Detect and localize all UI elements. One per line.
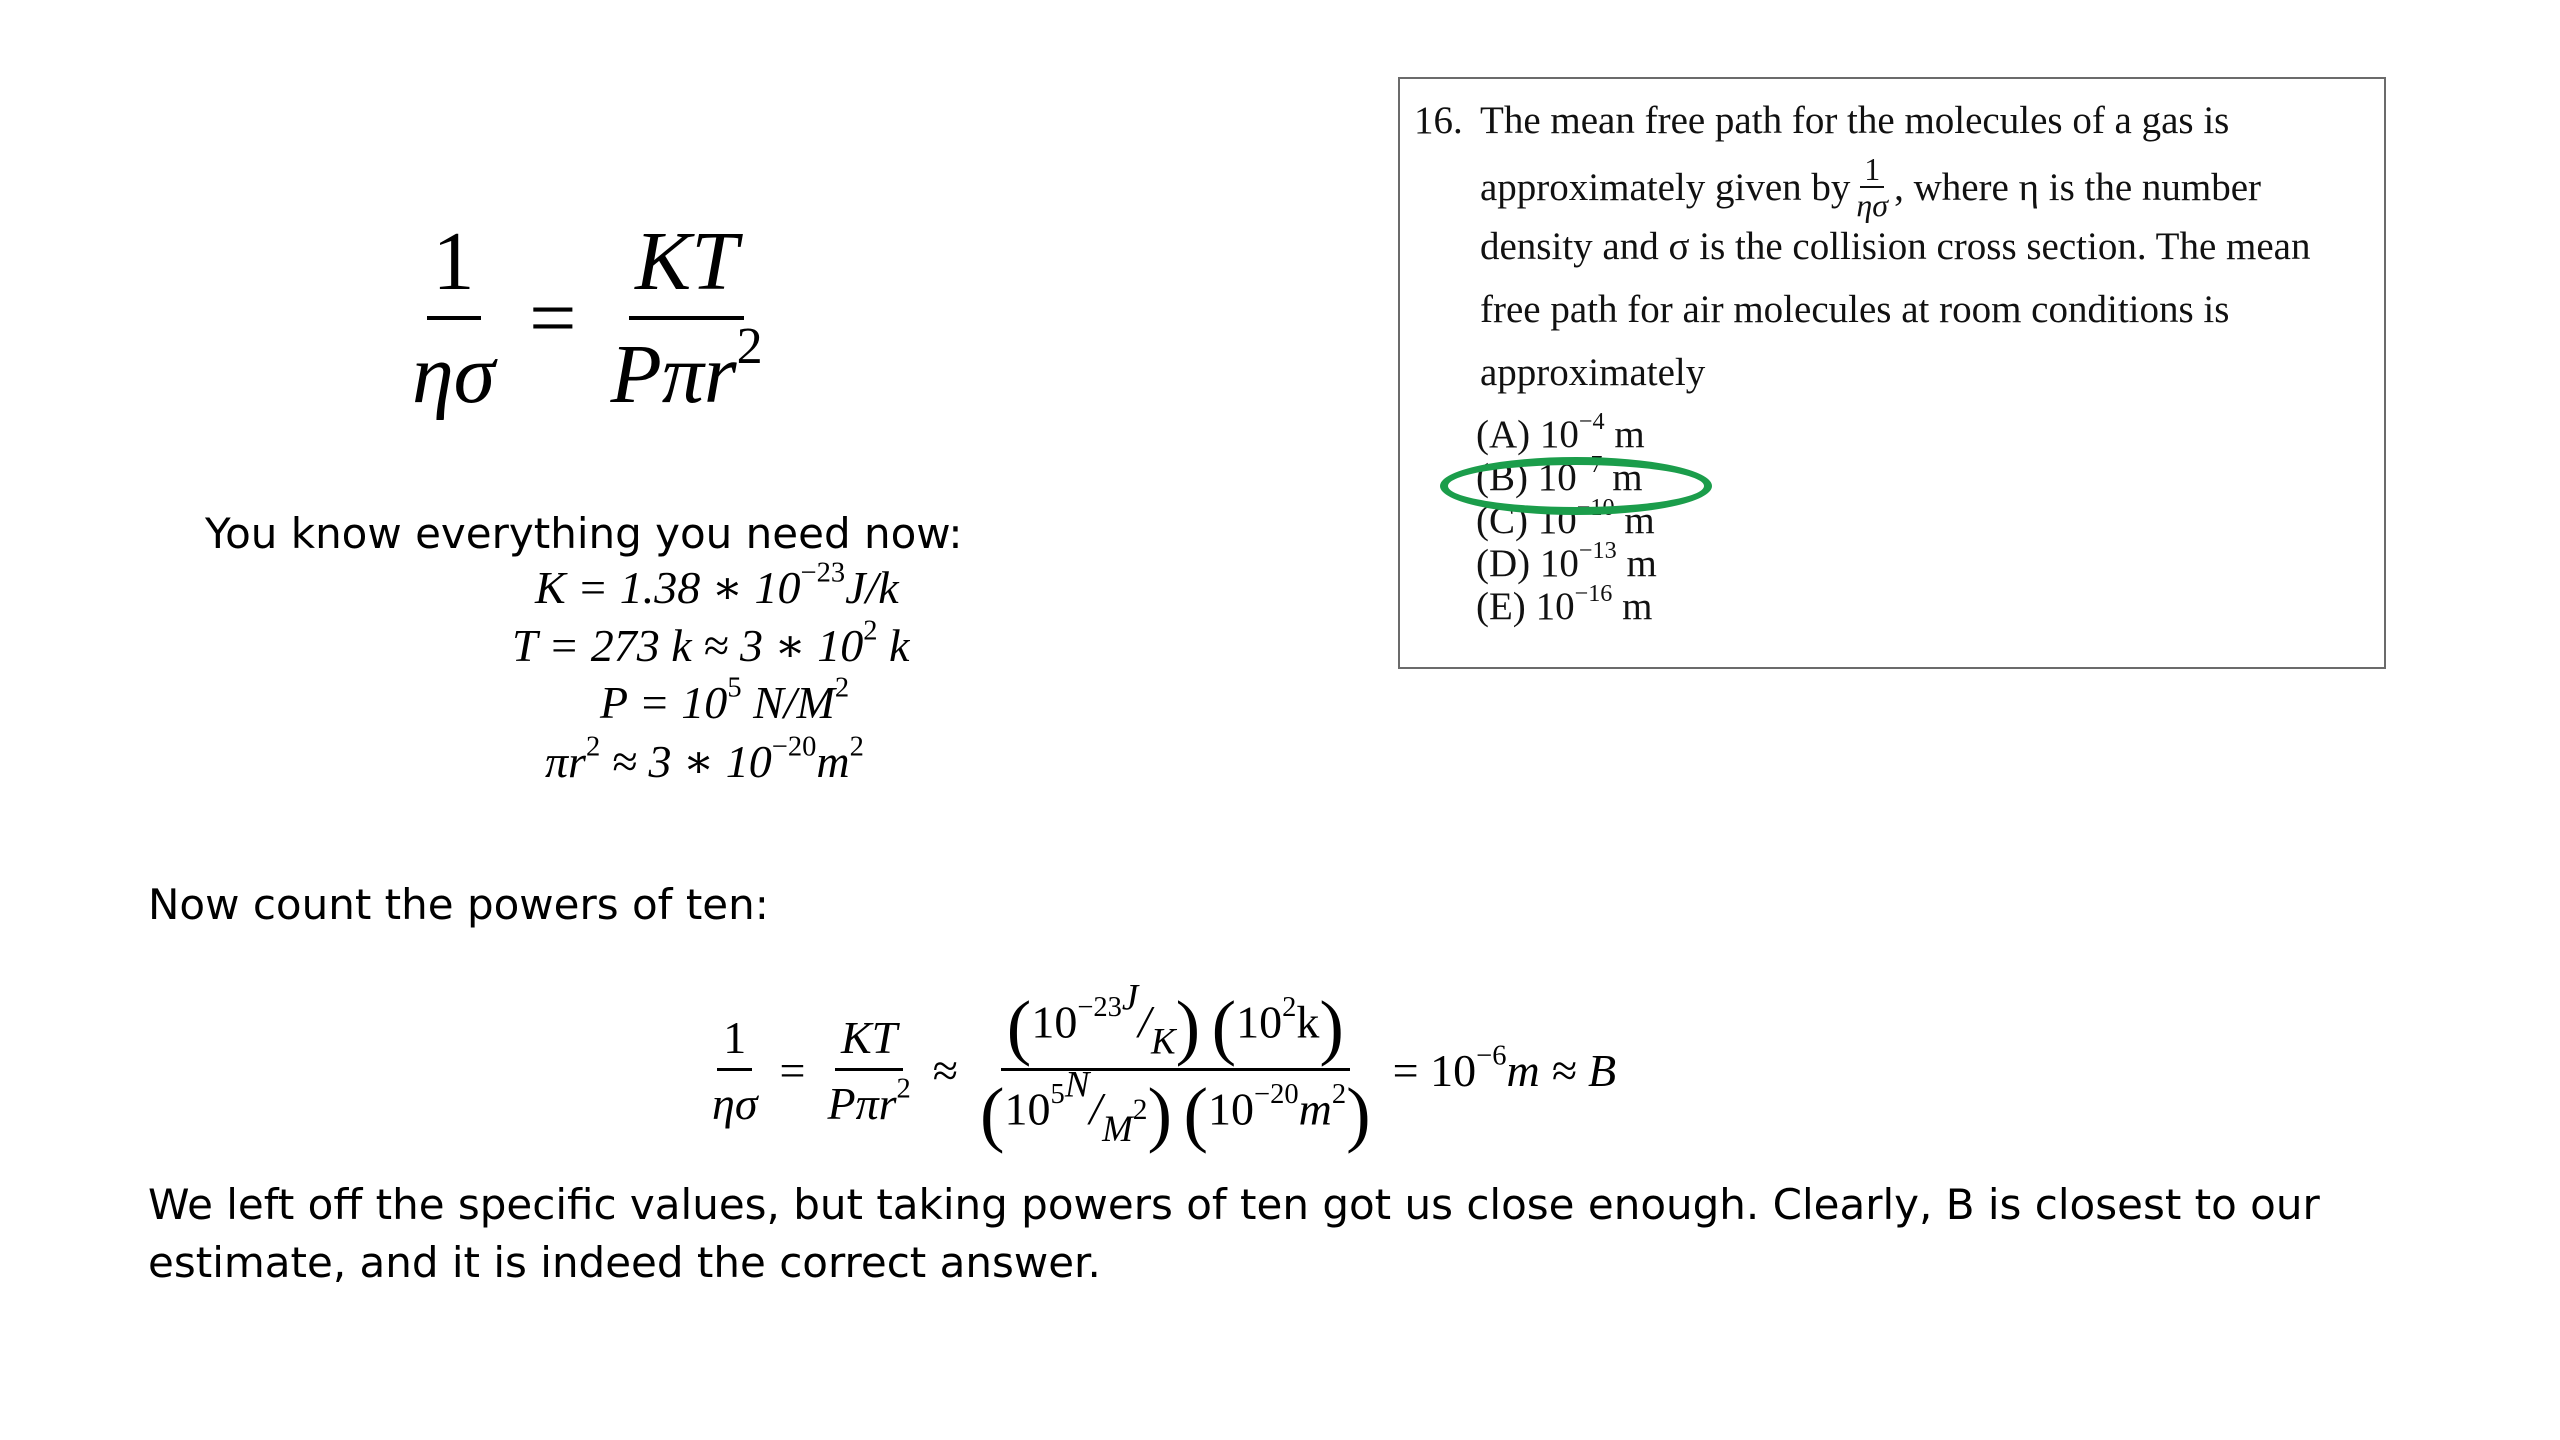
estimate-kt-denominator: Pπr$^2$	[827, 1073, 911, 1129]
answer-option-d: (D) $10^{-13}$ m	[1476, 536, 1657, 585]
estimate-powers-fraction	[974, 976, 1377, 1154]
main-lhs-numerator: 1	[427, 213, 481, 320]
question-line-3: density and σ is the collision cross section. The mean	[1480, 225, 2311, 268]
given-temperature: T = 273 k ≈ 3 ∗ $10^2$ k	[512, 615, 910, 671]
question-number: 16.	[1414, 99, 1463, 142]
question-line-4: free path for air molecules at room conditions is	[1480, 288, 2230, 331]
main-equals-sign: =	[529, 271, 577, 365]
estimate-equation	[700, 976, 1626, 1154]
estimate-result: = $10^{-6}m \approx B$	[1392, 1040, 1617, 1096]
givens-title: You know everything you need now:	[205, 509, 963, 558]
answer-option-a: (A) $10^{-4}$ m	[1476, 407, 1645, 456]
main-equation	[400, 198, 775, 438]
given-cross-section: $\pi r^2 \approx 3$ ∗ $10^{-20}m^2$	[545, 731, 864, 787]
estimate-equals-sign: =	[779, 1044, 806, 1096]
estimate-powers-denominator: $(10^{5N}/_{M^2})$ $(10^{-20}m^2)$	[980, 1063, 1371, 1154]
estimate-powers-numerator: $(10^{-23J}/_K)$ $(10^2k)$	[1001, 990, 1350, 1071]
answer-option-e: (E) $10^{-16}$ m	[1476, 579, 1653, 628]
answer-highlight-circle	[1440, 450, 1712, 515]
main-lhs-fraction	[406, 213, 501, 423]
main-rhs-numerator: KT	[629, 213, 744, 320]
given-pressure: $P = 10^5$ $N/M^2$	[600, 672, 850, 728]
answer-option-b: (B) $10^{-7}$ m	[1476, 450, 1643, 499]
question-line-5: approximately	[1480, 351, 1706, 394]
estimate-kt-fraction	[821, 1011, 916, 1130]
question-line-1: The mean free path for the molecules of a gas is	[1480, 99, 2230, 142]
answer-option-c: (C) $10^{-10}$ m	[1476, 493, 1655, 542]
conclusion-text: We left off the specific values, but taking powers of ten got us close enough. Clearly, B is closest to our estimate, and it is indeed the correct answer.	[148, 1180, 2320, 1287]
question-line-2: approximately given by $\frac{1}{\eta\sigma}$ , where η is the number	[1480, 151, 2262, 223]
estimate-lhs-fraction	[706, 1011, 764, 1130]
question-image	[1398, 77, 2386, 669]
estimate-lhs-numerator: 1	[717, 1011, 752, 1071]
estimate-lhs-denominator: ησ	[712, 1077, 758, 1129]
main-rhs-fraction	[604, 213, 768, 423]
count-powers-title: Now count the powers of ten:	[148, 880, 769, 929]
main-lhs-denominator: ησ	[412, 328, 496, 421]
main-rhs-denominator: Pπr$^2$	[610, 317, 763, 421]
estimate-kt-numerator: KT	[835, 1011, 903, 1071]
question-formula-fraction: $\frac{1}{\eta\sigma}$	[1856, 151, 1889, 223]
estimate-approx-sign: ≈	[932, 1044, 959, 1096]
given-boltzmann-constant: K = 1.38 ∗ $10^{-23}J/k$	[535, 557, 899, 613]
